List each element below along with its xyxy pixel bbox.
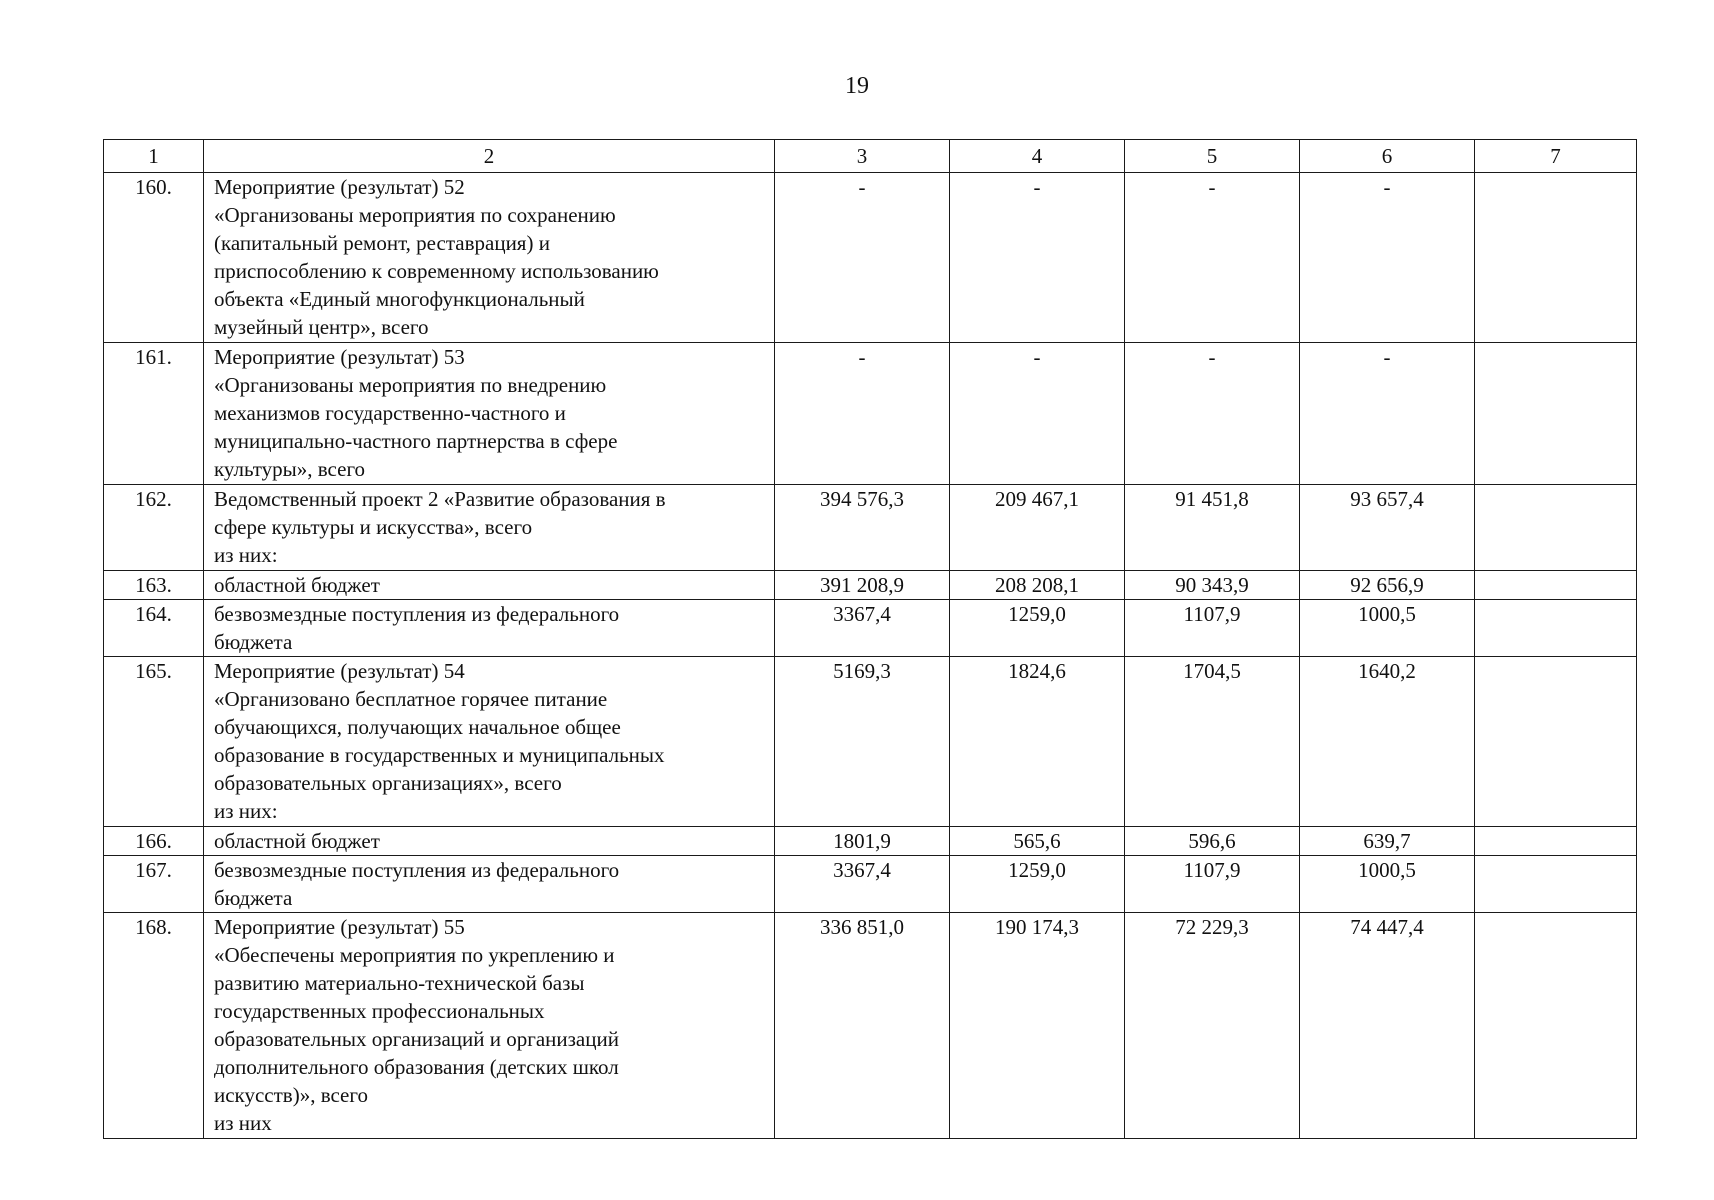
value-cell: 74 447,4	[1300, 913, 1475, 1139]
value-cell: 5169,3	[775, 657, 950, 827]
row-number: 161.	[104, 343, 204, 485]
row-number: 163.	[104, 571, 204, 600]
column-number: 5	[1125, 140, 1300, 173]
column-number: 2	[204, 140, 775, 173]
column-number: 1	[104, 140, 204, 173]
value-cell: 596,6	[1125, 827, 1300, 856]
value-cell	[1475, 827, 1637, 856]
page-number: 19	[845, 73, 869, 99]
value-cell: -	[775, 343, 950, 485]
value-cell: 1107,9	[1125, 856, 1300, 913]
row-description: безвозмездные поступления из федерального бюджета	[204, 600, 775, 657]
value-cell: 639,7	[1300, 827, 1475, 856]
table-row	[104, 571, 1637, 600]
value-cell	[1475, 343, 1637, 485]
column-number: 6	[1300, 140, 1475, 173]
value-cell: 1259,0	[950, 856, 1125, 913]
value-cell: 3367,4	[775, 600, 950, 657]
table-row	[104, 913, 1637, 1139]
value-cell: 209 467,1	[950, 485, 1125, 571]
table-row	[104, 856, 1637, 913]
table-row	[104, 343, 1637, 485]
value-cell: 190 174,3	[950, 913, 1125, 1139]
value-cell	[1475, 913, 1637, 1139]
value-cell: -	[1300, 343, 1475, 485]
row-number: 162.	[104, 485, 204, 571]
value-cell: 565,6	[950, 827, 1125, 856]
value-cell: 72 229,3	[1125, 913, 1300, 1139]
column-number: 3	[775, 140, 950, 173]
value-cell: -	[1125, 343, 1300, 485]
value-cell	[1475, 856, 1637, 913]
row-description: Мероприятие (результат) 54 «Организовано бесплатное горячее питание обучающихся, получающих начальное общее образование в государственных и муниципальных образовательных организациях», всего из них:	[204, 657, 775, 827]
value-cell: 1704,5	[1125, 657, 1300, 827]
table-row	[104, 600, 1637, 657]
row-description: Мероприятие (результат) 53 «Организованы мероприятия по внедрению механизмов государственно-частного и муниципально-частного партнерства в сфере культуры», всего	[204, 343, 775, 485]
value-cell: -	[1300, 173, 1475, 343]
value-cell: 1824,6	[950, 657, 1125, 827]
row-number: 160.	[104, 173, 204, 343]
table-row	[104, 657, 1637, 827]
table-row	[104, 827, 1637, 856]
value-cell: 1640,2	[1300, 657, 1475, 827]
value-cell: 391 208,9	[775, 571, 950, 600]
table-row	[104, 485, 1637, 571]
value-cell: 208 208,1	[950, 571, 1125, 600]
table-row	[104, 173, 1637, 343]
column-number-row	[104, 140, 1637, 173]
budget-table	[103, 139, 1637, 1139]
value-cell: -	[950, 173, 1125, 343]
value-cell	[1475, 657, 1637, 827]
value-cell: 1000,5	[1300, 600, 1475, 657]
value-cell: 1801,9	[775, 827, 950, 856]
row-number: 168.	[104, 913, 204, 1139]
row-description: областной бюджет	[204, 827, 775, 856]
value-cell: 1000,5	[1300, 856, 1475, 913]
value-cell: 1107,9	[1125, 600, 1300, 657]
value-cell	[1475, 485, 1637, 571]
value-cell: 336 851,0	[775, 913, 950, 1139]
value-cell: -	[950, 343, 1125, 485]
value-cell: 90 343,9	[1125, 571, 1300, 600]
value-cell: 91 451,8	[1125, 485, 1300, 571]
column-number: 7	[1475, 140, 1637, 173]
value-cell: 1259,0	[950, 600, 1125, 657]
row-number: 165.	[104, 657, 204, 827]
row-number: 164.	[104, 600, 204, 657]
value-cell: 394 576,3	[775, 485, 950, 571]
row-description: Мероприятие (результат) 52 «Организованы мероприятия по сохранению (капитальный ремонт, реставрация) и приспособлению к современному использованию объекта «Единый многофункциональный музейный центр», всего	[204, 173, 775, 343]
value-cell: 92 656,9	[1300, 571, 1475, 600]
row-number: 166.	[104, 827, 204, 856]
value-cell: -	[775, 173, 950, 343]
column-number: 4	[950, 140, 1125, 173]
row-description: областной бюджет	[204, 571, 775, 600]
value-cell	[1475, 571, 1637, 600]
row-description: безвозмездные поступления из федерального бюджета	[204, 856, 775, 913]
row-description: Ведомственный проект 2 «Развитие образования в сфере культуры и искусства», всего из них:	[204, 485, 775, 571]
value-cell: -	[1125, 173, 1300, 343]
value-cell: 3367,4	[775, 856, 950, 913]
value-cell	[1475, 600, 1637, 657]
value-cell	[1475, 173, 1637, 343]
row-description: Мероприятие (результат) 55 «Обеспечены мероприятия по укреплению и развитию материально-технической базы государственных профессиональных образовательных организаций и организаций дополнительного образования (детских школ искусств)», всего из них	[204, 913, 775, 1139]
row-number: 167.	[104, 856, 204, 913]
value-cell: 93 657,4	[1300, 485, 1475, 571]
